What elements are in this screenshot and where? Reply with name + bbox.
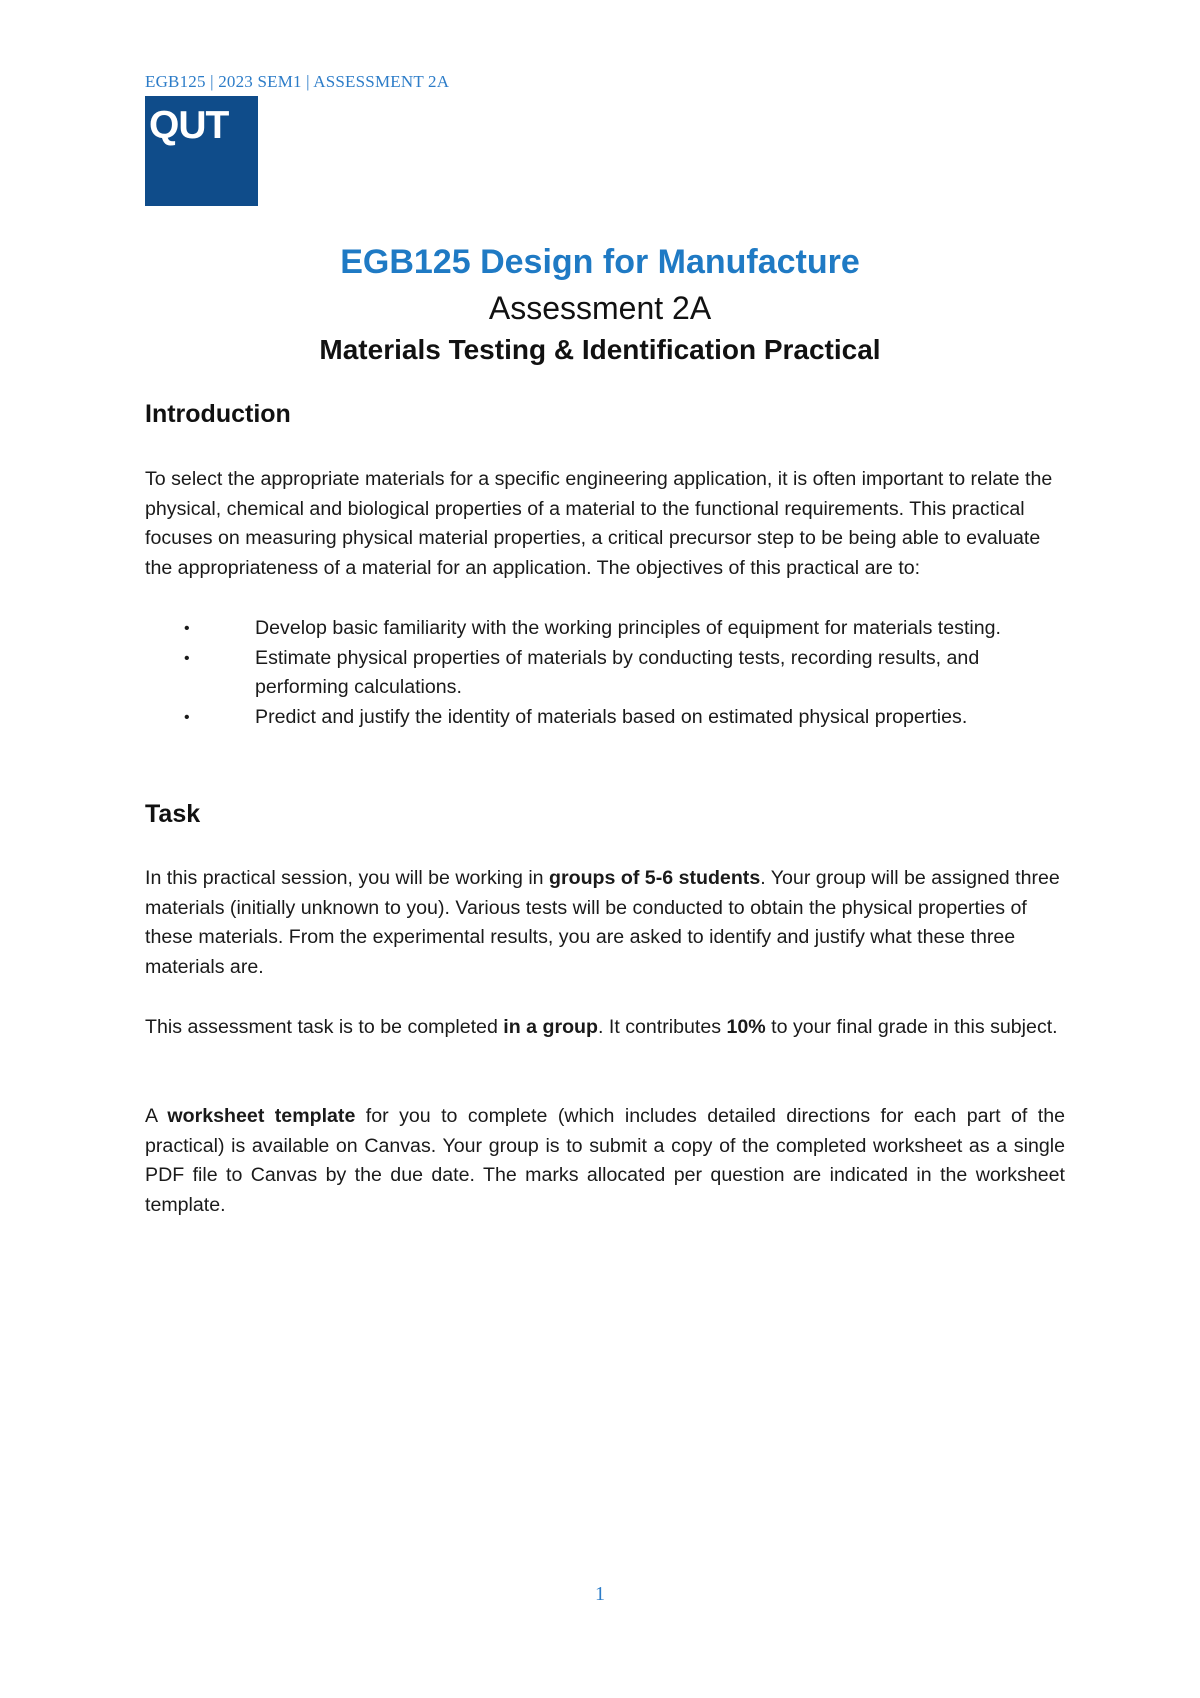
- text-span: to your final grade in this subject.: [765, 1016, 1058, 1038]
- bold-text: in a group: [503, 1016, 598, 1038]
- list-item: [145, 644, 1075, 703]
- bullet-icon: •: [184, 620, 190, 637]
- text-span: In this practical session, you will be working in: [145, 867, 550, 889]
- text-span: A: [145, 1105, 168, 1127]
- qut-logo: [145, 96, 258, 206]
- task-paragraph-1: [145, 864, 1065, 983]
- text-span: This assessment task is to be completed: [145, 1016, 504, 1038]
- bold-text: groups of 5-6 students: [549, 867, 761, 889]
- text-span: . It contributes: [598, 1016, 727, 1038]
- page-number: 1: [595, 1583, 605, 1605]
- assessment-title: Assessment 2A: [488, 290, 712, 326]
- task-paragraph-2: [145, 1013, 1065, 1043]
- objective-text: Develop basic familiarity with the working principles of equipment for materials testing.: [255, 617, 1001, 639]
- objective-text: Estimate physical properties of materials by conducting tests, recording results, and performing calculations.: [255, 646, 980, 699]
- running-header: EGB125 | 2023 SEM1 | ASSESSMENT 2A: [145, 72, 450, 91]
- bold-text: worksheet template: [167, 1105, 356, 1127]
- practical-subtitle: Materials Testing & Identification Practical: [319, 334, 881, 365]
- text-span: for you to complete (which includes detailed directions for each part of the practical) is available on Canvas. Your group is to submit a copy of the completed worksheet as a single PDF file to Canvas by the due date. The marks allocated per question are indicated in the worksheet template.: [145, 1105, 1065, 1217]
- list-item: [145, 614, 1075, 644]
- bold-text: 10%: [726, 1016, 766, 1038]
- introduction-paragraph: To select the appropriate materials for a specific engineering application, it is often important to relate the physical, chemical and biological properties of a material to the functional requirements. This practical focuses on measuring physical material properties, a critical precursor step to be being able to evaluate the appropriateness of a material for an application. The objectives of this practical are to:: [145, 468, 1053, 580]
- objectives-list: [145, 614, 1075, 733]
- objective-text: Predict and justify the identity of materials based on estimated physical properties.: [255, 706, 968, 729]
- text-span: . Your group will be assigned three materials (initially unknown to you). Various tests will be conducted to obtain the physical properties of these materials. From the experimental results, you are asked to identify and justify what these three materials are.: [145, 867, 1060, 979]
- task-heading: Task: [145, 800, 201, 828]
- bullet-icon: •: [184, 649, 190, 667]
- list-item: [145, 703, 1075, 733]
- introduction-heading: Introduction: [145, 400, 291, 428]
- task-paragraph-3: [145, 1102, 1065, 1221]
- bullet-icon: •: [184, 709, 190, 727]
- logo-text: QUT: [149, 104, 229, 147]
- course-title: EGB125 Design for Manufacture: [340, 243, 860, 281]
